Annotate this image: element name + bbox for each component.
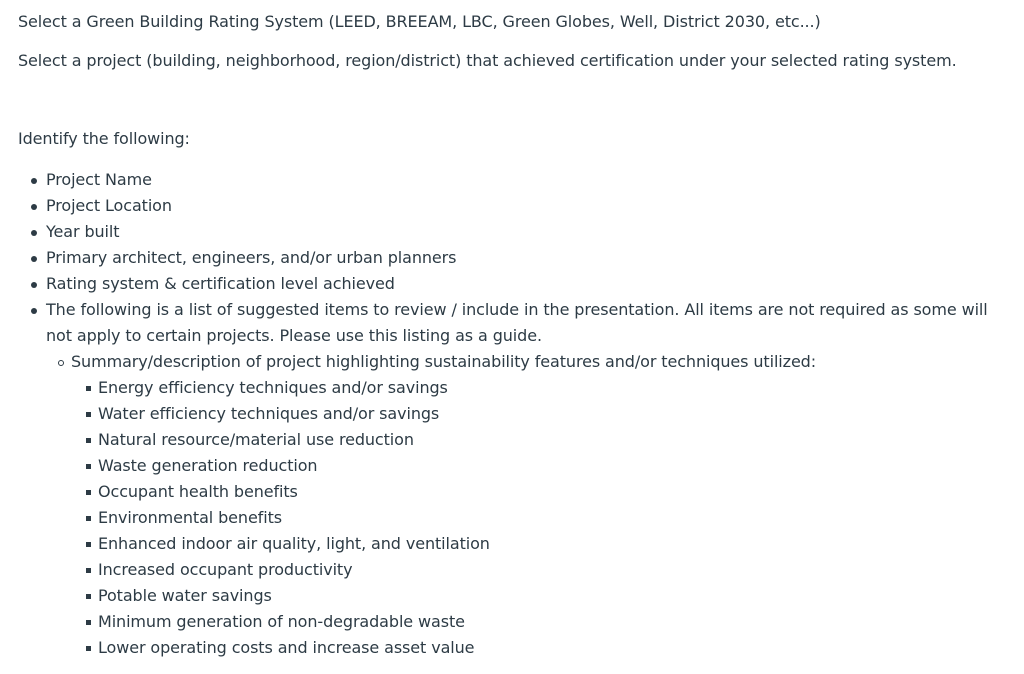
list-item <box>18 193 1006 219</box>
list-item <box>71 453 1006 479</box>
features-list <box>71 375 1006 661</box>
list-item <box>18 297 1006 661</box>
list-item <box>71 505 1006 531</box>
feature-text: Energy efficiency techniques and/or savings <box>98 378 448 397</box>
feature-text: Minimum generation of non-degradable waste <box>98 612 465 631</box>
bullet-icon <box>31 256 37 262</box>
list-item <box>18 219 1006 245</box>
list-item <box>71 479 1006 505</box>
list-item <box>71 375 1006 401</box>
feature-text: Waste generation reduction <box>98 456 318 475</box>
circle-bullet-icon <box>58 360 64 366</box>
list-item-text: Project Location <box>46 196 172 215</box>
feature-text: Natural resource/material use reduction <box>98 430 414 449</box>
list-item <box>18 245 1006 271</box>
bullet-icon <box>31 282 37 288</box>
summary-list <box>44 349 1006 661</box>
intro-line-2: Select a project (building, neighborhood, region/district) that achieved certification under your selected rating system. <box>18 51 957 70</box>
bullet-icon <box>31 204 37 210</box>
feature-text: Occupant health benefits <box>98 482 298 501</box>
square-bullet-icon <box>86 516 91 521</box>
list-item <box>71 401 1006 427</box>
intro-line-1: Select a Green Building Rating System (LEED, BREEAM, LBC, Green Globes, Well, District 2030, etc...) <box>18 12 821 31</box>
square-bullet-icon <box>86 542 91 547</box>
list-item <box>71 531 1006 557</box>
list-item-text: Primary architect, engineers, and/or urban planners <box>46 248 457 267</box>
list-item-text: Year built <box>46 222 120 241</box>
feature-text: Enhanced indoor air quality, light, and ventilation <box>98 534 490 553</box>
identify-heading: Identify the following: <box>18 129 190 148</box>
feature-text: Potable water savings <box>98 586 272 605</box>
square-bullet-icon <box>86 620 91 625</box>
list-item <box>71 557 1006 583</box>
list-item-text: Rating system & certification level achieved <box>46 274 395 293</box>
summary-label: Summary/description of project highlighting sustainability features and/or techniques utilized: <box>71 352 817 371</box>
feature-text: Water efficiency techniques and/or savings <box>98 404 440 423</box>
square-bullet-icon <box>86 412 91 417</box>
square-bullet-icon <box>86 386 91 391</box>
list-item-text: The following is a list of suggested items to review / include in the presentation. All items are not required as some will not apply to certain projects. Please use this listing as a guide. <box>46 300 988 345</box>
square-bullet-icon <box>86 490 91 495</box>
square-bullet-icon <box>86 646 91 651</box>
requirements-list <box>18 167 1006 661</box>
bullet-icon <box>31 230 37 236</box>
square-bullet-icon <box>86 438 91 443</box>
feature-text: Lower operating costs and increase asset value <box>98 638 475 657</box>
square-bullet-icon <box>86 464 91 469</box>
list-item <box>71 583 1006 609</box>
feature-text: Increased occupant productivity <box>98 560 353 579</box>
feature-text: Environmental benefits <box>98 508 282 527</box>
list-item-text: Project Name <box>46 170 152 189</box>
square-bullet-icon <box>86 568 91 573</box>
list-item <box>71 427 1006 453</box>
square-bullet-icon <box>86 594 91 599</box>
list-item <box>71 609 1006 635</box>
list-item <box>44 349 1006 661</box>
list-item <box>18 271 1006 297</box>
list-item <box>71 635 1006 661</box>
bullet-icon <box>31 308 37 314</box>
bullet-icon <box>31 178 37 184</box>
list-item <box>18 167 1006 193</box>
